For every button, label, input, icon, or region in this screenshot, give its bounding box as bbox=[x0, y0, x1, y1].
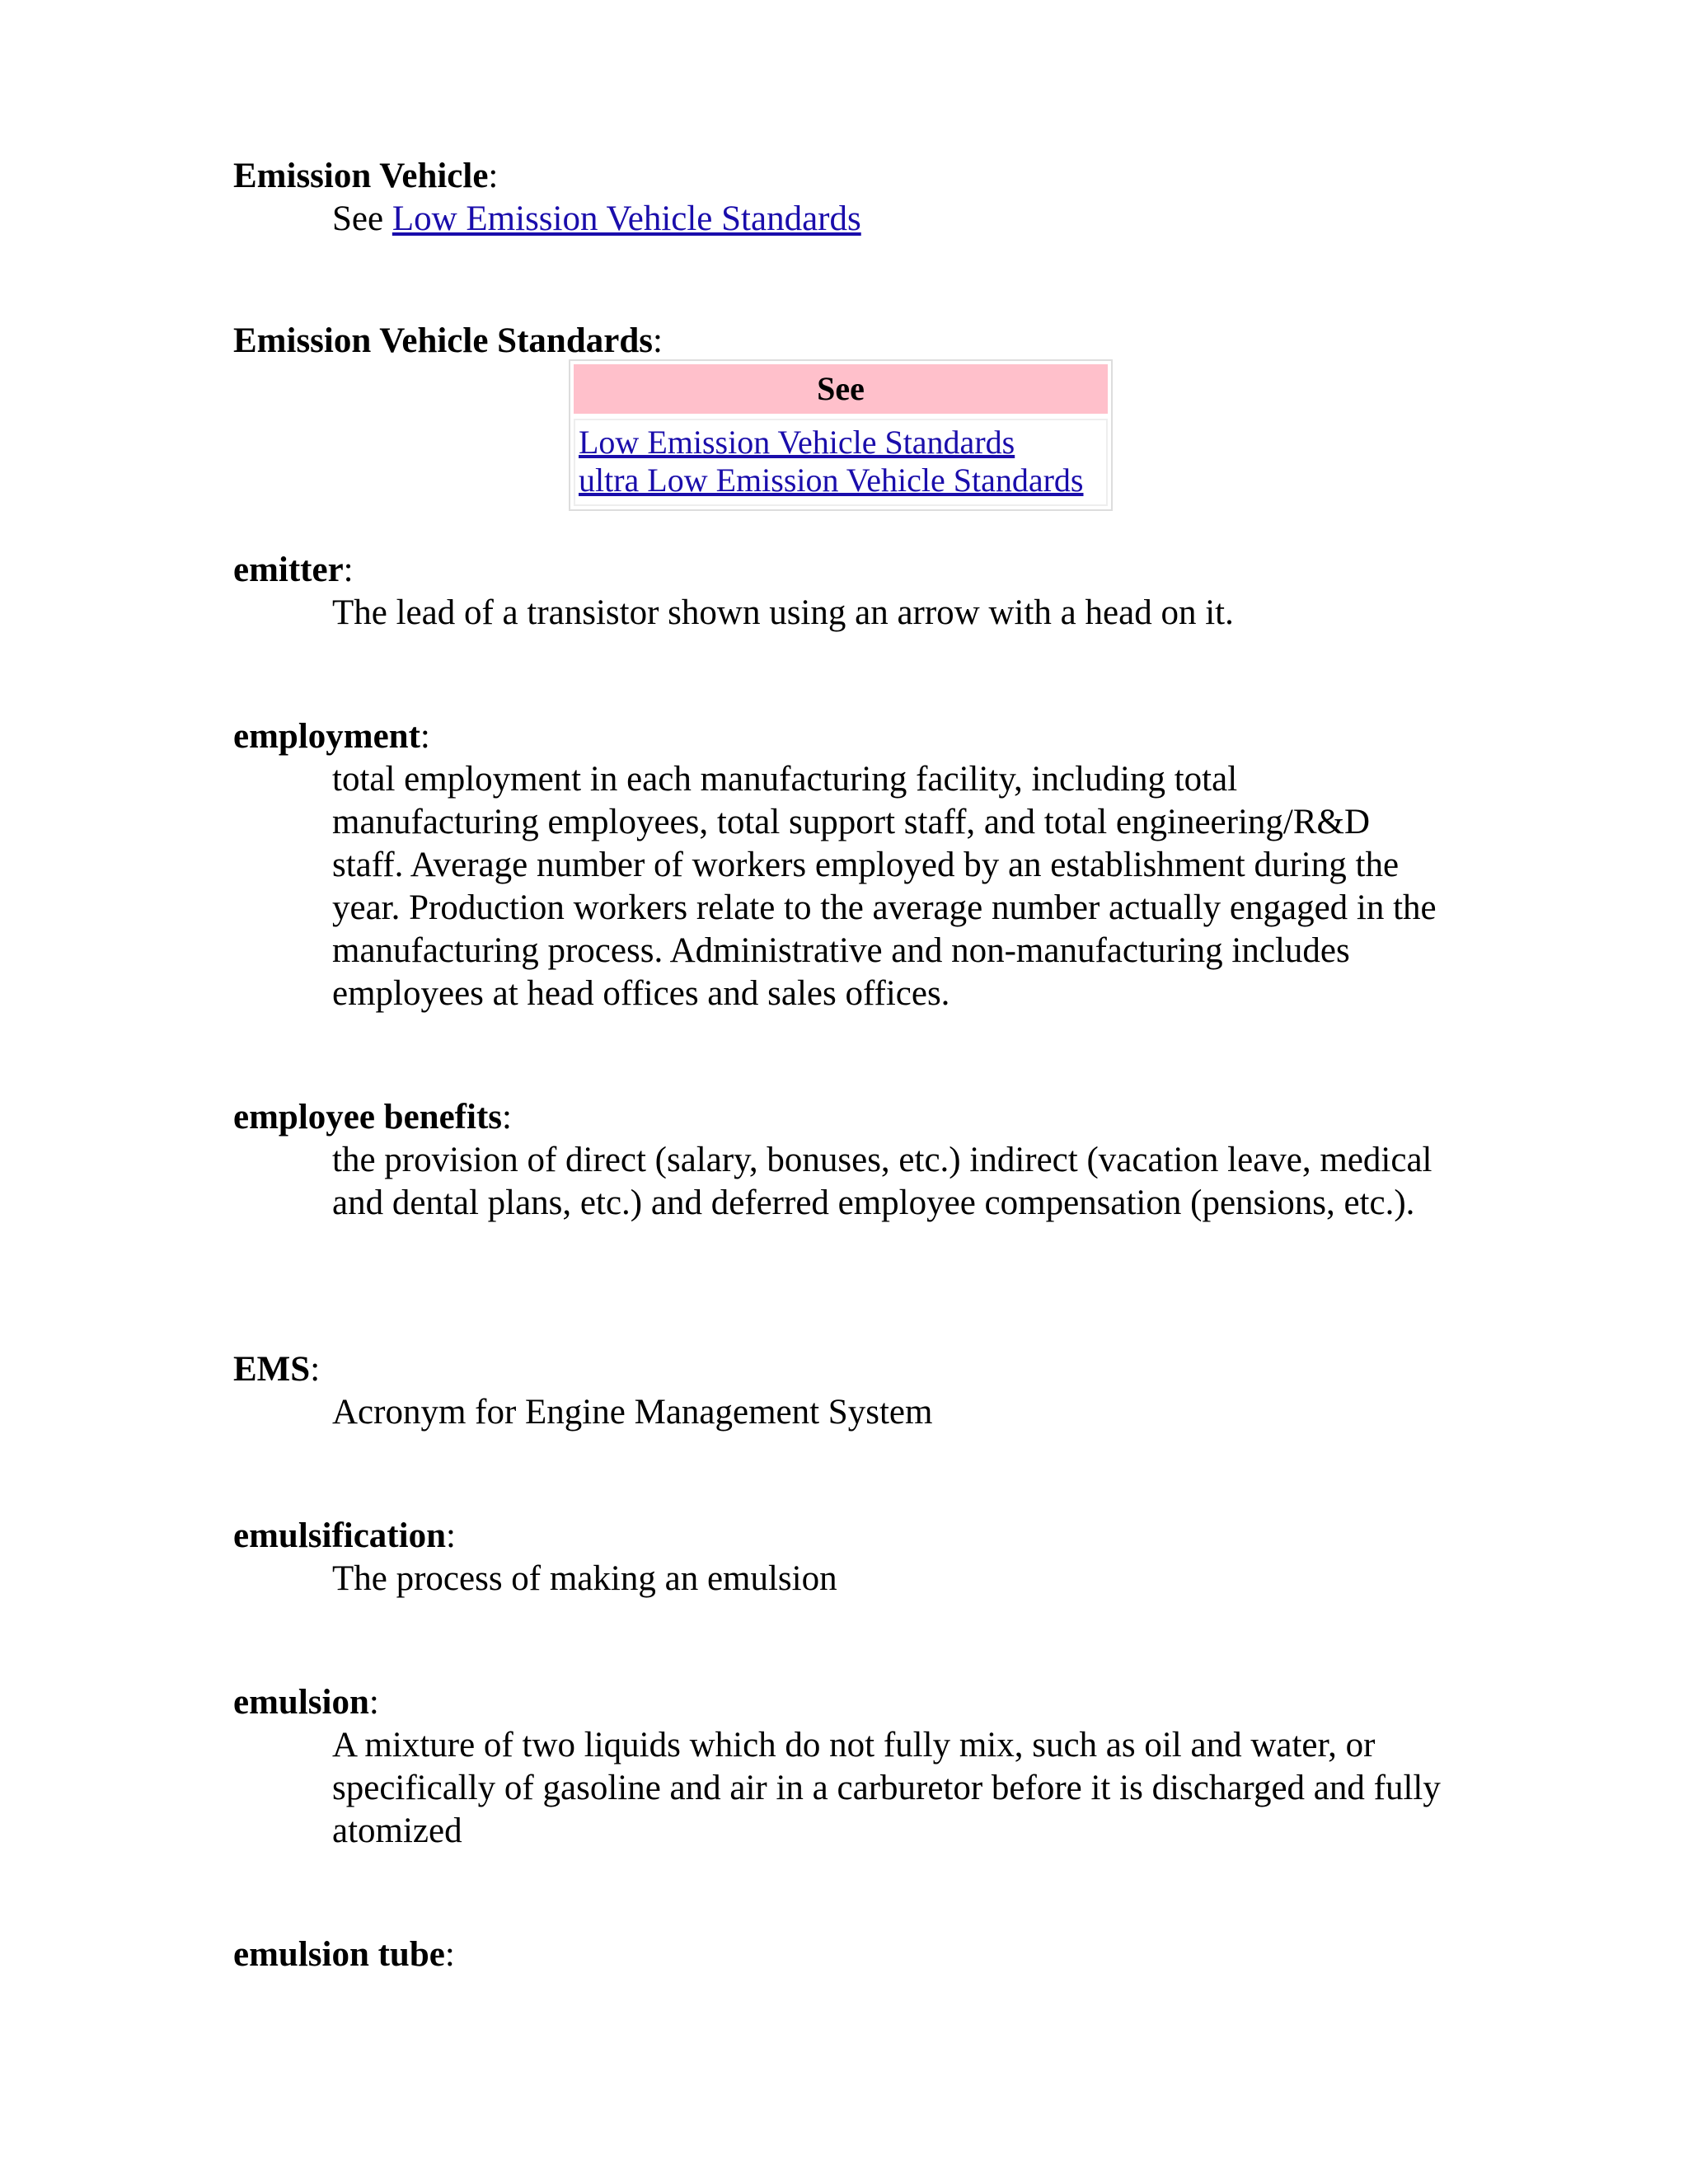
glossary-definition bbox=[332, 198, 1445, 241]
link-low-emission-vehicle-standards[interactable]: Low Emission Vehicle Standards bbox=[392, 199, 861, 238]
term-colon: : bbox=[502, 1098, 512, 1137]
glossary-term bbox=[233, 320, 663, 363]
see-also-table bbox=[569, 359, 1113, 511]
term-colon: : bbox=[445, 1516, 456, 1555]
link-ultra-low-emission-vehicle-standards[interactable]: ultra Low Emission Vehicle Standards bbox=[579, 462, 1084, 499]
glossary-term bbox=[233, 1515, 456, 1558]
term-label: employment bbox=[233, 717, 420, 756]
term-label: emulsion tube bbox=[233, 1935, 445, 1974]
term-colon: : bbox=[368, 1683, 379, 1722]
glossary-term bbox=[233, 715, 430, 758]
glossary-term bbox=[233, 1348, 320, 1391]
definition-prefix: See bbox=[332, 199, 392, 238]
glossary-term bbox=[233, 1933, 455, 1976]
glossary-term bbox=[233, 1096, 512, 1139]
link-low-emission-vehicle-standards[interactable]: Low Emission Vehicle Standards bbox=[579, 424, 1015, 461]
glossary-definition: A mixture of two liquids which do not fully mix, such as oil and water, or specifically of gasoline and air in a carburetor before it is discharged and fully atomized bbox=[332, 1726, 1441, 1850]
term-label: Emission Vehicle bbox=[233, 157, 489, 195]
term-label: emulsion bbox=[233, 1683, 369, 1722]
term-colon: : bbox=[420, 717, 430, 756]
see-also-header: See bbox=[574, 364, 1108, 414]
glossary-definition: Acronym for Engine Management System bbox=[332, 1393, 933, 1432]
glossary-definition: total employment in each manufacturing facility, including total manufacturing employees, total support staff, and total engineering/R&D staff. Average number of workers employed by an establishment during the year. Production workers relate to the average number actually engaged in the manufacturing process. Administrative and non-manufacturing includes employees at head offices and sales offices. bbox=[332, 760, 1437, 1013]
glossary-term bbox=[233, 1681, 379, 1724]
term-colon: : bbox=[652, 321, 663, 360]
term-colon: : bbox=[444, 1935, 455, 1974]
glossary-definition: The process of making an emulsion bbox=[332, 1559, 837, 1598]
term-label: emulsification bbox=[233, 1516, 446, 1555]
term-colon: : bbox=[310, 1350, 321, 1389]
glossary-term bbox=[233, 155, 498, 198]
glossary-definition: the provision of direct (salary, bonuses, etc.) indirect (vacation leave, medical and dental plans, etc.) and deferred employee compensation (pensions, etc.). bbox=[332, 1141, 1432, 1222]
glossary-term bbox=[233, 549, 354, 592]
term-label: employee benefits bbox=[233, 1098, 503, 1137]
term-label: emitter bbox=[233, 551, 344, 589]
term-colon: : bbox=[343, 551, 354, 589]
term-label: Emission Vehicle Standards bbox=[233, 321, 653, 360]
term-label: EMS bbox=[233, 1350, 311, 1389]
glossary-definition: The lead of a transistor shown using an arrow with a head on it. bbox=[332, 593, 1234, 632]
term-colon: : bbox=[488, 157, 499, 195]
see-also-links bbox=[574, 419, 1108, 506]
